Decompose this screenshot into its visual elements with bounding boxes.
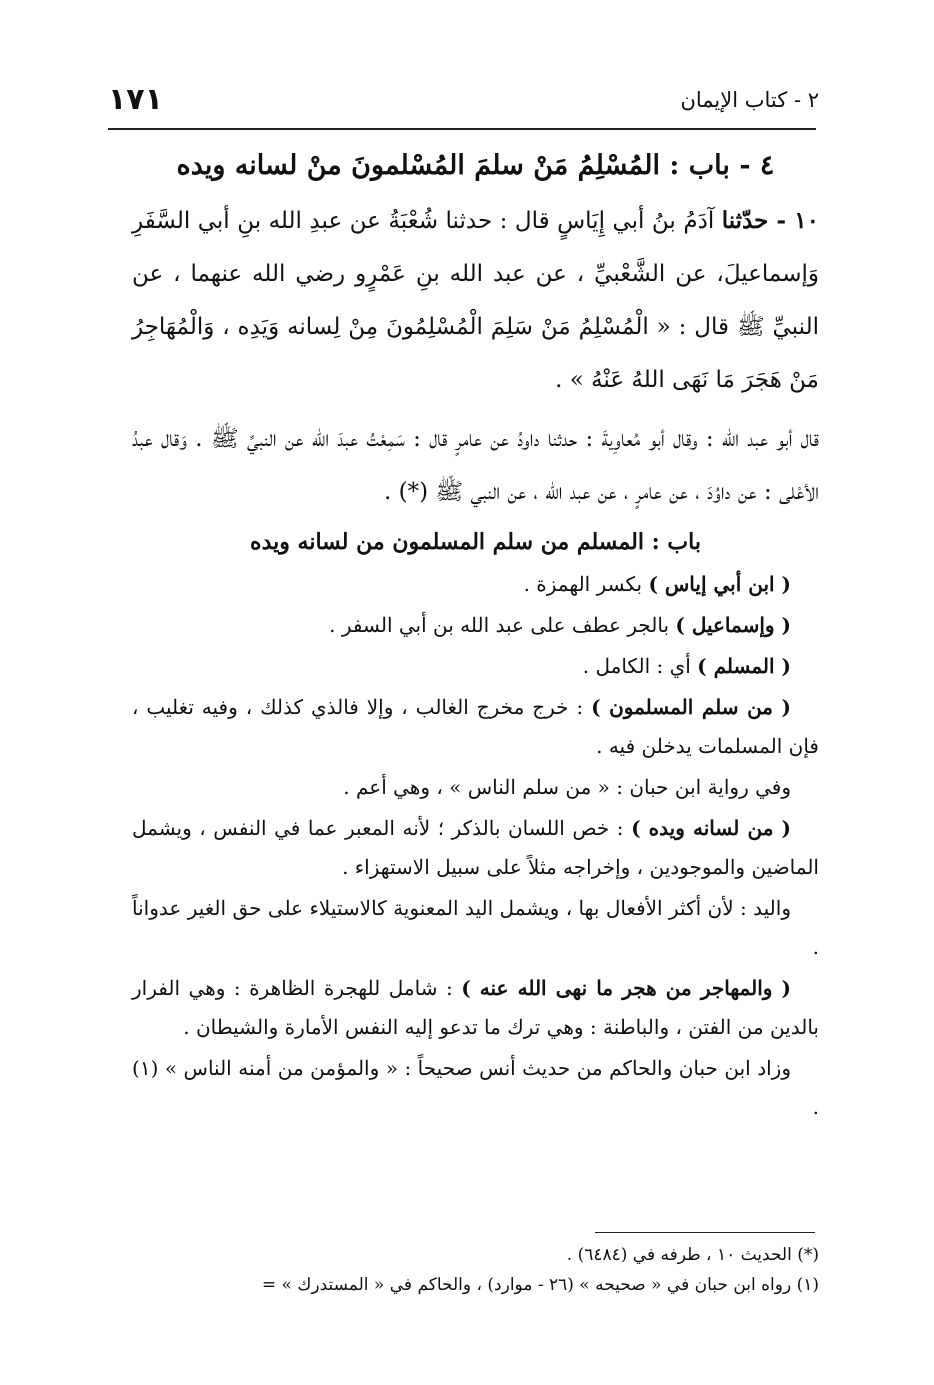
main-text: [132, 138, 819, 1127]
footnote-1: (١) رواه ابن حبان في « صحيحه » (٢٦ - موارد) ، والحاكم في « المستدرك » =: [261, 1275, 819, 1295]
note-term: ( وإسماعيل ): [675, 613, 791, 637]
note-text: أي : الكامل .: [582, 654, 691, 678]
hadith-paragraph-1: [132, 194, 819, 407]
note-term: ( من لسانه ويده ): [631, 816, 792, 840]
note-text: واليد : لأن أكثر الأفعال بها ، ويشمل اليد المعنوية كالاستيلاء على حق الغير عدواناً .: [132, 896, 819, 959]
header-rule: [108, 128, 816, 130]
commentary-note: [132, 647, 819, 686]
commentary-note: [132, 768, 819, 807]
commentary-note: [132, 606, 819, 645]
commentary-note: [132, 688, 819, 766]
commentary-note: [132, 1049, 819, 1127]
page-header: [108, 82, 819, 126]
hadith-number: ١٠ - حدّثنا: [721, 207, 819, 234]
commentary-sub-title: باب : المسلم من سلم المسلمون من لسانه ويده: [250, 529, 701, 555]
note-text: : شامل للهجرة الظاهرة : وهي الفرار بالدين من الفتن ، والباطنة : وهي ترك ما تدعو إليه النفس الأمارة والشيطان .: [132, 976, 819, 1039]
note-text: وزاد ابن حبان والحاكم من حديث أنس صحيحاً : « والمؤمن من أمنه الناس » (١) .: [132, 1056, 819, 1119]
note-text: بكسر الهمزة .: [523, 572, 643, 596]
note-term: ( المسلم ): [697, 654, 791, 678]
note-term: ( والمهاجر من هجر ما نهى الله عنه ): [461, 976, 792, 1000]
note-term: ( ابن أبي إياس ): [648, 572, 791, 596]
note-text: بالجر عطف على عبد الله بن أبي السفر .: [329, 613, 670, 637]
commentary-note: [132, 889, 819, 967]
footnote-rule: [595, 1232, 815, 1233]
note-text: وفي رواية ابن حبان : « من سلم الناس » ، وهي أعم .: [343, 775, 791, 799]
hadith-text: آدَمُ بنُ أبي إِيَاسٍ قال : حدثنا شُعْبَةُ عن عبدِ الله بنِ أبي السَّفَرِ وَإسماعيلَ، عن الشَّعْبيِّ ، عن عبد الله بنِ عَمْرٍو رضي الله عنهما ، عن النبيِّ ﷺ قال : « الْمُسْلِمُ مَنْ سَلِمَ الْمُسْلِمُونَ مِنْ لِسانه وَيَدِه ، وَالْمُهَاجِرُ مَنْ هَجَرَ مَا نَهَى اللهُ عَنْهُ » .: [132, 208, 819, 393]
hadith-paragraph-2: قال أبو عبد الله : وقال أبو مُعاوِيةَ : حدثنا داودُ عن عامرٍ قال : سَمِعْتُ عبدَ الله عن النبيِّ ﷺ . وَقال عبدُ الأعْلى : عن داوُدَ ، عن عامرٍ ، عن عبد الله ، عن النبي ﷺ (*) .: [132, 426, 819, 505]
commentary-note: [132, 969, 819, 1047]
commentary-notes: [132, 565, 819, 1127]
commentary-note: [132, 565, 819, 604]
commentary-note: [132, 809, 819, 887]
note-text: : خص اللسان بالذكر ؛ لأنه المعبر عما في النفس ، ويشمل الماضين والموجودين ، وإخراجه مثلاً على سبيل الاستهزاء .: [132, 816, 819, 879]
page-number: ١٧١: [108, 82, 163, 117]
note-term: ( من سلم المسلمون ): [591, 695, 791, 719]
chapter-title: ٤ - باب : المُسْلِمُ مَنْ سلمَ المُسْلمونَ منْ لسانه ويده: [176, 150, 775, 181]
running-title: ٢ - كتاب الإيمان: [680, 88, 819, 112]
footnote-hadith-ref: (*) الحديث ١٠ ، طرفه في (٦٤٨٤) .: [566, 1245, 819, 1265]
note-text: : خرج مخرج الغالب ، وإلا فالذي كذلك ، وفيه تغليب ، فإن المسلمات يدخلن فيه .: [132, 695, 819, 758]
footnotes: [120, 1240, 819, 1300]
